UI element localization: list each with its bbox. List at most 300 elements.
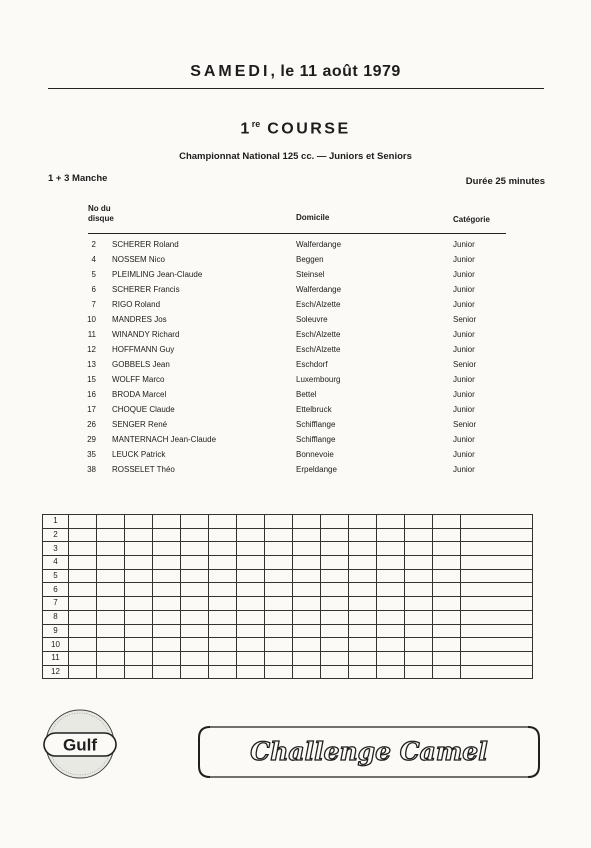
rider-disc-number: 4 (91, 255, 96, 264)
lap-number: 2 (43, 528, 69, 542)
tally-cell (69, 556, 97, 570)
rider-category: Senior (453, 315, 477, 324)
rider-name: MANTERNACH Jean-Claude (112, 435, 217, 444)
rider-row (0, 450, 591, 465)
race-number: 1 (240, 120, 252, 138)
tally-cell (321, 556, 349, 570)
tally-cell (265, 569, 293, 583)
lap-number: 6 (43, 583, 69, 597)
tally-cell (181, 624, 209, 638)
rider-disc-number: 16 (87, 390, 96, 399)
tally-cell (433, 556, 461, 570)
tally-cell (349, 515, 377, 529)
tally-cell (461, 528, 533, 542)
lap-tally-grid (42, 514, 533, 679)
tally-cell (377, 515, 405, 529)
header-divider (88, 233, 506, 234)
tally-cell (321, 528, 349, 542)
tally-cell (237, 624, 265, 638)
tally-cell (69, 665, 97, 679)
lap-number: 4 (43, 556, 69, 570)
tally-cell (181, 665, 209, 679)
tally-cell (321, 597, 349, 611)
tally-cell (461, 638, 533, 652)
header-disc-number-line2: disque (88, 214, 114, 223)
tally-cell (377, 624, 405, 638)
tally-cell (293, 542, 321, 556)
tally-cell (209, 610, 237, 624)
tally-cell (405, 528, 433, 542)
tally-cell (265, 528, 293, 542)
tally-cell (377, 610, 405, 624)
tally-cell (461, 515, 533, 529)
tally-cell (181, 542, 209, 556)
header-disc-number (88, 204, 148, 224)
lap-row (43, 556, 533, 570)
tally-cell (181, 569, 209, 583)
tally-cell (265, 651, 293, 665)
tally-cell (461, 583, 533, 597)
rider-disc-number: 10 (87, 315, 96, 324)
lap-row (43, 542, 533, 556)
tally-cell (265, 556, 293, 570)
tally-cell (237, 569, 265, 583)
rider-name: SCHERER Roland (112, 240, 179, 249)
rider-domicile: Esch/Alzette (296, 330, 341, 339)
lap-row (43, 515, 533, 529)
tally-cell (125, 638, 153, 652)
rider-row (0, 285, 591, 300)
lap-row (43, 651, 533, 665)
tally-cell (433, 651, 461, 665)
lap-row (43, 569, 533, 583)
rider-domicile: Esch/Alzette (296, 300, 341, 309)
tally-cell (125, 542, 153, 556)
tally-cell (69, 638, 97, 652)
rider-name: NOSSEM Nico (112, 255, 165, 264)
tally-cell (461, 624, 533, 638)
tally-cell (461, 597, 533, 611)
rider-category: Junior (453, 300, 475, 309)
tally-cell (405, 569, 433, 583)
tally-cell (181, 556, 209, 570)
tally-cell (377, 651, 405, 665)
tally-cell (321, 515, 349, 529)
tally-cell (237, 651, 265, 665)
rider-domicile: Bonnevoie (296, 450, 334, 459)
tally-cell (405, 515, 433, 529)
tally-cell (181, 515, 209, 529)
tally-cell (153, 638, 181, 652)
tally-cell (349, 597, 377, 611)
tally-cell (349, 610, 377, 624)
tally-cell (209, 542, 237, 556)
tally-cell (181, 597, 209, 611)
rider-disc-number: 29 (87, 435, 96, 444)
tally-cell (433, 597, 461, 611)
rider-name: SCHERER Francis (112, 285, 180, 294)
tally-cell (97, 556, 125, 570)
rider-category: Junior (453, 285, 475, 294)
tally-cell (321, 542, 349, 556)
tally-cell (153, 556, 181, 570)
tally-cell (97, 624, 125, 638)
rider-name: SENGER René (112, 420, 168, 429)
tally-cell (377, 597, 405, 611)
lap-number: 10 (43, 638, 69, 652)
tally-cell (433, 542, 461, 556)
rider-disc-number: 6 (91, 285, 96, 294)
tally-cell (433, 569, 461, 583)
tally-cell (153, 528, 181, 542)
tally-cell (69, 610, 97, 624)
tally-cell (237, 528, 265, 542)
tally-cell (181, 583, 209, 597)
rider-row (0, 405, 591, 420)
tally-cell (293, 569, 321, 583)
tally-cell (321, 624, 349, 638)
tally-cell (265, 597, 293, 611)
tally-cell (433, 610, 461, 624)
rider-category: Junior (453, 270, 475, 279)
tally-cell (405, 624, 433, 638)
tally-cell (321, 638, 349, 652)
rider-row (0, 375, 591, 390)
camel-wordmark: Challenge Camel (250, 737, 488, 766)
lap-number: 11 (43, 651, 69, 665)
tally-cell (97, 583, 125, 597)
tally-cell (97, 597, 125, 611)
rider-row (0, 390, 591, 405)
tally-cell (237, 583, 265, 597)
rider-disc-number: 12 (87, 345, 96, 354)
tally-cell (97, 528, 125, 542)
rider-category: Junior (453, 435, 475, 444)
tally-cell (349, 665, 377, 679)
tally-cell (125, 597, 153, 611)
tally-cell (97, 665, 125, 679)
rider-domicile: Steinsel (296, 270, 325, 279)
tally-cell (265, 583, 293, 597)
header-disc-number-line1: No du (88, 204, 111, 213)
gulf-logo (42, 708, 118, 780)
rider-category: Junior (453, 240, 475, 249)
rider-name: CHOQUE Claude (112, 405, 175, 414)
tally-cell (405, 542, 433, 556)
tally-cell (153, 610, 181, 624)
tally-cell (209, 624, 237, 638)
tally-cell (265, 515, 293, 529)
rider-row (0, 300, 591, 315)
tally-cell (405, 665, 433, 679)
tally-cell (265, 665, 293, 679)
tally-cell (461, 610, 533, 624)
tally-cell (293, 597, 321, 611)
rider-disc-number: 11 (87, 330, 96, 339)
tally-cell (349, 528, 377, 542)
tally-cell (321, 569, 349, 583)
tally-cell (153, 569, 181, 583)
tally-cell (209, 665, 237, 679)
tally-cell (293, 624, 321, 638)
rider-name: LEUCK Patrick (112, 450, 166, 459)
rider-disc-number: 17 (87, 405, 96, 414)
tally-cell (69, 528, 97, 542)
rider-domicile: Luxembourg (296, 375, 341, 384)
tally-cell (433, 528, 461, 542)
rider-domicile: Ettelbruck (296, 405, 332, 414)
lap-number: 12 (43, 665, 69, 679)
date-heading (0, 63, 591, 81)
tally-cell (321, 651, 349, 665)
tally-cell (405, 610, 433, 624)
tally-cell (321, 610, 349, 624)
tally-cell (181, 638, 209, 652)
tally-cell (125, 528, 153, 542)
tally-cell (293, 651, 321, 665)
tally-cell (433, 624, 461, 638)
tally-cell (209, 583, 237, 597)
lap-row (43, 597, 533, 611)
tally-cell (69, 583, 97, 597)
rider-category: Senior (453, 420, 477, 429)
lap-row (43, 638, 533, 652)
tally-cell (125, 515, 153, 529)
rider-domicile: Beggen (296, 255, 324, 264)
tally-cell (433, 583, 461, 597)
rider-row (0, 270, 591, 285)
rider-name: HOFFMANN Guy (112, 345, 175, 354)
rider-name: RIGO Roland (112, 300, 161, 309)
tally-cell (237, 665, 265, 679)
tally-cell (237, 556, 265, 570)
tally-cell (349, 542, 377, 556)
tally-cell (293, 528, 321, 542)
tally-cell (293, 610, 321, 624)
rider-domicile: Walferdange (296, 240, 342, 249)
rider-domicile: Eschdorf (296, 360, 328, 369)
lap-number: 1 (43, 515, 69, 529)
tally-cell (293, 638, 321, 652)
tally-cell (461, 665, 533, 679)
rider-name: PLEIMLING Jean-Claude (112, 270, 203, 279)
tally-cell (349, 624, 377, 638)
rider-disc-number: 38 (87, 465, 96, 474)
rider-name: WOLFF Marco (112, 375, 165, 384)
rider-name: GOBBELS Jean (112, 360, 170, 369)
tally-cell (153, 665, 181, 679)
rider-category: Junior (453, 450, 475, 459)
championship-subtitle: Championnat National 125 cc. — Juniors et Seniors (179, 151, 412, 162)
duration-label: Durée 25 minutes (465, 176, 545, 187)
tally-cell (153, 583, 181, 597)
tally-cell (69, 651, 97, 665)
tally-cell (181, 610, 209, 624)
race-number-suffix: re (251, 119, 261, 129)
rider-category: Junior (453, 465, 475, 474)
tally-cell (153, 515, 181, 529)
weekday: SAMEDI (190, 63, 271, 80)
rider-row (0, 435, 591, 450)
rider-name: ROSSELET Théo (112, 465, 175, 474)
tally-cell (97, 515, 125, 529)
tally-cell (97, 569, 125, 583)
tally-cell (181, 651, 209, 665)
tally-cell (293, 583, 321, 597)
rider-domicile: Walferdange (296, 285, 342, 294)
tally-cell (125, 569, 153, 583)
rider-category: Junior (453, 330, 475, 339)
tally-cell (237, 515, 265, 529)
tally-cell (181, 528, 209, 542)
tally-cell (377, 556, 405, 570)
tally-cell (293, 515, 321, 529)
tally-cell (69, 515, 97, 529)
tally-cell (69, 597, 97, 611)
rider-disc-number: 26 (87, 420, 96, 429)
tally-cell (405, 638, 433, 652)
tally-cell (405, 651, 433, 665)
tally-cell (153, 542, 181, 556)
tally-cell (153, 597, 181, 611)
tally-cell (209, 651, 237, 665)
lap-row (43, 528, 533, 542)
tally-cell (153, 651, 181, 665)
rider-domicile: Erpeldange (296, 465, 337, 474)
rider-row (0, 360, 591, 375)
rider-name: BRODA Marcel (112, 390, 167, 399)
tally-cell (293, 556, 321, 570)
tally-cell (97, 542, 125, 556)
rider-row (0, 465, 591, 480)
lap-number: 7 (43, 597, 69, 611)
top-divider (48, 88, 544, 89)
lap-number: 8 (43, 610, 69, 624)
rider-disc-number: 7 (91, 300, 96, 309)
rider-row (0, 315, 591, 330)
tally-cell (349, 583, 377, 597)
rider-category: Junior (453, 255, 475, 264)
tally-cell (349, 651, 377, 665)
tally-cell (461, 651, 533, 665)
tally-cell (377, 665, 405, 679)
lap-row (43, 583, 533, 597)
tally-cell (377, 528, 405, 542)
tally-cell (377, 638, 405, 652)
rider-domicile: Esch/Alzette (296, 345, 341, 354)
tally-cell (265, 610, 293, 624)
tally-cell (349, 638, 377, 652)
date-text: , le 11 août 1979 (270, 63, 401, 80)
tally-cell (97, 610, 125, 624)
lap-row (43, 610, 533, 624)
race-word: COURSE (260, 120, 351, 138)
tally-cell (377, 583, 405, 597)
tally-cell (433, 638, 461, 652)
rider-disc-number: 5 (91, 270, 96, 279)
tally-cell (209, 528, 237, 542)
tally-cell (265, 638, 293, 652)
rider-disc-number: 13 (87, 360, 96, 369)
lap-number: 9 (43, 624, 69, 638)
rider-category: Senior (453, 360, 477, 369)
manche-label: 1 + 3 Manche (48, 173, 108, 184)
rider-row (0, 240, 591, 255)
rider-row (0, 345, 591, 360)
tally-cell (265, 624, 293, 638)
tally-cell (377, 542, 405, 556)
tally-cell (125, 583, 153, 597)
race-title (0, 119, 591, 138)
tally-cell (153, 624, 181, 638)
tally-cell (461, 542, 533, 556)
tally-cell (405, 583, 433, 597)
tally-cell (209, 638, 237, 652)
tally-cell (209, 597, 237, 611)
rider-name: MANDRES Jos (112, 315, 167, 324)
lap-row (43, 665, 533, 679)
challenge-camel-logo (196, 724, 542, 780)
rider-domicile: Schifflange (296, 435, 336, 444)
tally-cell (69, 569, 97, 583)
lap-number: 3 (43, 542, 69, 556)
rider-disc-number: 15 (87, 375, 96, 384)
tally-cell (237, 597, 265, 611)
tally-cell (461, 556, 533, 570)
tally-cell (321, 583, 349, 597)
tally-cell (125, 624, 153, 638)
rider-domicile: Soleuvre (296, 315, 328, 324)
tally-cell (293, 665, 321, 679)
tally-cell (69, 542, 97, 556)
gulf-wordmark: Gulf (63, 735, 97, 755)
tally-cell (349, 569, 377, 583)
tally-cell (125, 651, 153, 665)
lap-number: 5 (43, 569, 69, 583)
rider-row (0, 420, 591, 435)
tally-cell (405, 556, 433, 570)
tally-cell (321, 665, 349, 679)
rider-category: Junior (453, 405, 475, 414)
rider-row (0, 330, 591, 345)
rider-category: Junior (453, 375, 475, 384)
tally-cell (97, 651, 125, 665)
tally-cell (237, 542, 265, 556)
tally-cell (461, 569, 533, 583)
tally-cell (265, 542, 293, 556)
tally-cell (349, 556, 377, 570)
rider-domicile: Bettel (296, 390, 317, 399)
tally-cell (125, 665, 153, 679)
header-category: Catégorie (453, 215, 490, 224)
tally-cell (433, 665, 461, 679)
tally-cell (377, 569, 405, 583)
lap-row (43, 624, 533, 638)
header-domicile: Domicile (296, 213, 330, 222)
rider-category: Junior (453, 390, 475, 399)
tally-cell (237, 610, 265, 624)
tally-cell (209, 556, 237, 570)
rider-row (0, 255, 591, 270)
tally-cell (209, 569, 237, 583)
tally-cell (125, 556, 153, 570)
rider-name: WINANDY Richard (112, 330, 180, 339)
tally-cell (69, 624, 97, 638)
tally-cell (125, 610, 153, 624)
tally-cell (405, 597, 433, 611)
rider-disc-number: 35 (87, 450, 96, 459)
rider-category: Junior (453, 345, 475, 354)
